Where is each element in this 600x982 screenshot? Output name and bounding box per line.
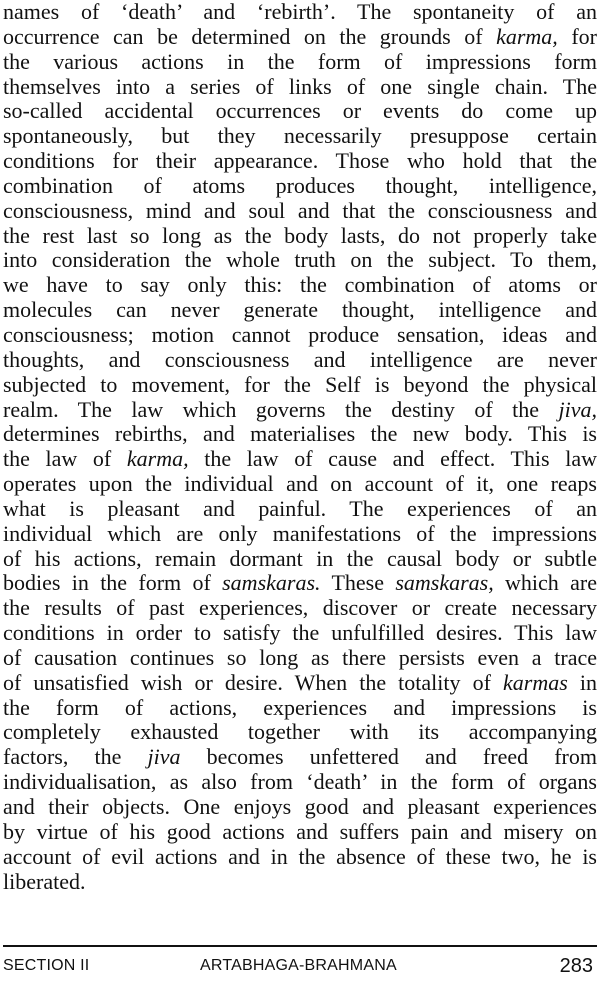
italic-term: karma, [496, 23, 558, 49]
footer-rule [3, 945, 597, 947]
italic-term: karma, [126, 446, 189, 472]
italic-term: karmas [503, 669, 568, 695]
text-line [3, 174, 597, 199]
text-line [3, 671, 597, 696]
text-line [3, 273, 597, 298]
text-run: spontaneously, but they necessarily presuppose certain [3, 123, 597, 149]
text-line [3, 745, 597, 770]
text-run: of causation continues so long as there persists even a trace [3, 644, 597, 670]
text-run: completely exhausted together with its accompanying [3, 719, 597, 745]
text-run: names of ‘death’ and ‘rebirth’. The spontaneity of an [3, 0, 597, 24]
text-line [3, 0, 597, 25]
text-line [3, 224, 597, 249]
page-number: 283 [559, 955, 593, 977]
text-line [3, 149, 597, 174]
text-line [3, 472, 597, 497]
text-run: so-called accidental occurrences or events do come up [3, 98, 597, 124]
italic-term: samskaras. [222, 570, 321, 596]
text-line [3, 124, 597, 149]
italic-term: jiva, [558, 396, 597, 422]
text-run: account of evil actions and in the absence of these two, he is [3, 843, 597, 869]
text-run: consciousness, mind and soul and that the consciousness and [3, 197, 597, 223]
text-line [3, 50, 597, 75]
italic-term: jiva [147, 744, 181, 770]
italic-term: samskaras, [395, 570, 494, 596]
text-line [3, 199, 597, 224]
footer-running-title: ARTABHAGA-BRAHMANA [200, 957, 397, 974]
text-run: the form of actions, experiences and impressions is [3, 694, 597, 720]
text-line [3, 547, 597, 572]
text-run: factors, the [3, 744, 148, 770]
text-line [3, 845, 597, 870]
text-run: we have to say only this: the combination of atoms or [3, 272, 597, 298]
text-run: into consideration the whole truth on the subject. To them, [3, 247, 597, 273]
text-line [3, 870, 597, 895]
text-line [3, 696, 597, 721]
text-run: occurrence can be determined on the grounds of [3, 23, 497, 49]
text-run: the law of [3, 446, 127, 472]
text-run: molecules can never generate thought, intelligence and [3, 297, 597, 323]
text-line [3, 398, 597, 423]
text-line [3, 248, 597, 273]
text-run: what is pleasant and painful. The experiences of an [3, 495, 597, 521]
text-run: becomes unfettered and freed from [180, 744, 597, 770]
text-run: conditions for their appearance. Those who hold that the [3, 148, 597, 174]
text-run: of his actions, remain dormant in the causal body or subtle [3, 545, 597, 571]
text-line [3, 348, 597, 373]
text-line [3, 720, 597, 745]
text-run: which are [493, 570, 597, 596]
text-run: the results of past experiences, discover or create necessary [3, 595, 597, 621]
text-run: themselves into a series of links of one single chain. The [3, 73, 597, 99]
text-run: the law of cause and effect. This law [188, 446, 598, 472]
text-run: and their objects. One enjoys good and pleasant experiences [3, 794, 597, 819]
text-run: in [567, 669, 597, 695]
text-run: These [320, 570, 396, 596]
text-run: realm. The law which governs the destiny of the [3, 396, 559, 422]
text-line [3, 571, 597, 596]
text-run: individualisation, as also from ‘death’ in the form of organs [3, 769, 597, 795]
text-run: thoughts, and consciousness and intelligence are never [3, 346, 597, 372]
text-line [3, 770, 597, 795]
text-line [3, 447, 597, 472]
text-run: consciousness; motion cannot produce sensation, ideas and [3, 321, 597, 347]
text-line [3, 621, 597, 646]
text-run: the rest last so long as the body lasts, do not properly take [3, 222, 597, 248]
text-line [3, 75, 597, 100]
text-run: the various actions in the form of impressions form [3, 48, 597, 74]
text-run: for [557, 23, 597, 49]
text-line [3, 25, 597, 50]
text-line [3, 497, 597, 522]
body-paragraph [3, 0, 597, 894]
text-line [3, 422, 597, 447]
text-run: operates upon the individual and on account of it, one reaps [3, 471, 597, 497]
text-line [3, 323, 597, 348]
footer-section-label: SECTION II [3, 957, 90, 974]
text-line [3, 99, 597, 124]
text-run: by virtue of his good actions and suffers pain and misery on [3, 818, 597, 844]
text-line [3, 646, 597, 671]
text-run: individual which are only manifestations of the impressions [3, 520, 597, 546]
text-line [3, 373, 597, 398]
text-run: of unsatisfied wish or desire. When the totality of [3, 669, 503, 695]
page-footer [3, 955, 597, 979]
text-run: subjected to movement, for the Self is beyond the physical [3, 371, 597, 397]
text-run: liberated. [3, 868, 86, 894]
text-line [3, 820, 597, 845]
text-run: conditions in order to satisfy the unfulfilled desires. This law [3, 620, 597, 646]
text-run: combination of atoms produces thought, intelligence, [3, 172, 597, 198]
text-run: bodies in the form of [3, 570, 223, 596]
text-line [3, 298, 597, 323]
text-line [3, 596, 597, 621]
text-run: determines rebirths, and materialises the new body. This is [3, 421, 597, 447]
text-line [3, 522, 597, 547]
text-line [3, 795, 597, 820]
